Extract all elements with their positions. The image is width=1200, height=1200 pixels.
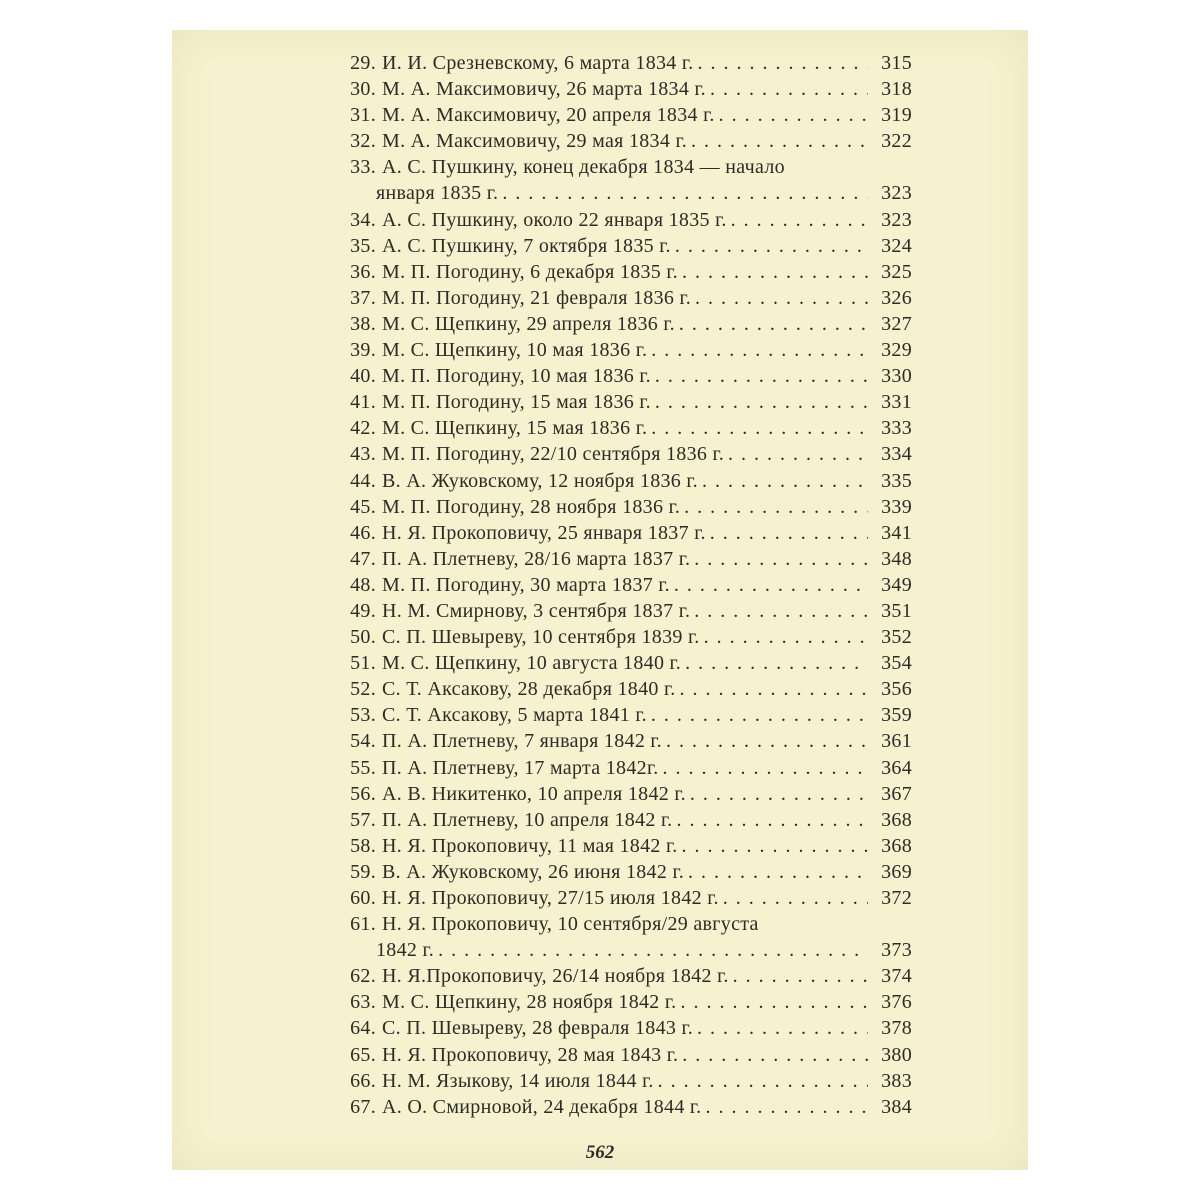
entry-page: 348 (881, 547, 912, 570)
entry-title: М. С. Щепкину, 29 апреля 1836 г. (382, 312, 675, 335)
dot-leader (655, 389, 868, 415)
entry-number: 40. (350, 365, 376, 388)
toc-entry (332, 1042, 912, 1068)
entry-page: 325 (881, 260, 912, 283)
entry-number: 44. (350, 469, 376, 492)
entry-number: 51. (350, 652, 376, 675)
dot-leader (438, 937, 868, 963)
entry-page: 339 (881, 495, 912, 518)
toc-entry (332, 807, 912, 833)
entry-page: 333 (881, 417, 912, 440)
entry-number: 29. (350, 52, 376, 74)
dot-leader (691, 128, 868, 154)
entry-title-continuation: 1842 г. (376, 939, 435, 962)
entry-page: 323 (881, 208, 912, 231)
entry-title: А. С. Пушкину, 7 октября 1835 г. (382, 234, 671, 257)
entry-page: 378 (881, 1017, 912, 1040)
toc-entry (332, 598, 912, 624)
entry-page: 331 (881, 391, 912, 414)
toc-entry (332, 285, 912, 311)
entry-page: 373 (881, 939, 912, 962)
entry-title: М. А. Максимовичу, 29 мая 1834 г. (382, 130, 687, 153)
entry-page: 369 (881, 860, 912, 883)
dot-leader (502, 180, 868, 206)
toc-entry (332, 911, 912, 937)
toc-entry (332, 650, 912, 676)
dot-leader (682, 833, 868, 859)
entry-page: 327 (881, 312, 912, 335)
entry-page: 351 (881, 599, 912, 622)
dot-leader (723, 885, 868, 911)
dot-leader (705, 1094, 868, 1120)
entry-page: 356 (881, 678, 912, 701)
entry-title: М. А. Максимовичу, 20 апреля 1834 г. (382, 104, 715, 127)
toc-entry (332, 259, 912, 285)
toc-entry (332, 128, 912, 154)
entry-number: 65. (350, 1043, 376, 1066)
dot-leader (651, 337, 868, 363)
toc-entry (332, 76, 912, 102)
entry-page: 329 (881, 339, 912, 362)
entry-number: 55. (350, 756, 376, 779)
dot-leader (694, 598, 868, 624)
entry-title: М. П. Погодину, 21 февраля 1836 г. (382, 286, 692, 309)
dot-leader (680, 989, 868, 1015)
entry-title: М. П. Погодину, 6 декабря 1835 г. (382, 260, 678, 283)
entry-number: 54. (350, 730, 376, 753)
entry-title: С. П. Шевыреву, 10 сентября 1839 г. (382, 626, 700, 649)
entry-number: 64. (350, 1017, 376, 1040)
entry-page: 319 (881, 104, 912, 127)
dot-leader (704, 624, 868, 650)
entry-number: 33. (350, 156, 376, 179)
toc-entry (332, 311, 912, 337)
toc-entry-continuation (332, 180, 912, 206)
toc-entry (332, 885, 912, 911)
entry-page: 330 (881, 365, 912, 388)
entry-number: 57. (350, 808, 376, 831)
entry-page: 372 (881, 887, 912, 909)
entry-page: 315 (881, 52, 912, 74)
dot-leader (655, 363, 868, 389)
entry-page: 383 (881, 1069, 912, 1092)
toc-entry (332, 833, 912, 859)
dot-leader (731, 207, 868, 233)
entry-number: 60. (350, 887, 376, 909)
entry-page: 359 (881, 704, 912, 727)
entry-number: 37. (350, 286, 376, 309)
entry-number: 47. (350, 547, 376, 570)
toc-entry (332, 572, 912, 598)
dot-leader (710, 76, 868, 102)
entry-number: 58. (350, 834, 376, 857)
entry-page: 361 (881, 730, 912, 753)
entry-page: 380 (881, 1043, 912, 1066)
entry-title: В. А. Жуковскому, 26 июня 1842 г. (382, 860, 684, 883)
entry-title: П. А. Плетневу, 7 января 1842 г. (382, 730, 662, 753)
dot-leader (651, 702, 868, 728)
entry-number: 41. (350, 391, 376, 414)
entry-number: 50. (350, 626, 376, 649)
toc-entry (332, 781, 912, 807)
dot-leader (690, 781, 868, 807)
entry-title: М. П. Погодину, 22/10 сентября 1836 г. (382, 443, 725, 466)
entry-title-continuation: января 1835 г. (376, 182, 499, 205)
toc-entry (332, 154, 912, 180)
toc-entry (332, 989, 912, 1015)
entry-page: 376 (881, 991, 912, 1014)
entry-page: 354 (881, 652, 912, 675)
toc-entry (332, 702, 912, 728)
entry-number: 63. (350, 991, 376, 1014)
dot-leader (733, 963, 868, 989)
entry-page: 335 (881, 469, 912, 492)
dot-leader (685, 650, 868, 676)
toc-entry (332, 207, 912, 233)
table-of-contents (332, 50, 912, 1120)
entry-title: Н. Я. Прокоповичу, 25 января 1837 г. (382, 521, 706, 544)
entry-title: М. С. Щепкину, 10 августа 1840 г. (382, 652, 682, 675)
toc-entry (332, 102, 912, 128)
toc-entry (332, 494, 912, 520)
dot-leader (682, 1042, 868, 1068)
dot-leader (710, 520, 868, 546)
entry-title: С. Т. Аксакову, 28 декабря 1840 г. (382, 678, 676, 701)
toc-entry (332, 1094, 912, 1120)
entry-number: 43. (350, 443, 376, 466)
toc-entry (332, 389, 912, 415)
dot-leader (677, 807, 869, 833)
entry-page: 367 (881, 782, 912, 805)
entry-title: А. О. Смирновой, 24 декабря 1844 г. (382, 1095, 702, 1118)
entry-number: 59. (350, 860, 376, 883)
entry-number: 52. (350, 678, 376, 701)
dot-leader (688, 859, 868, 885)
entry-number: 42. (350, 417, 376, 440)
entry-number: 48. (350, 573, 376, 596)
entry-number: 30. (350, 78, 376, 101)
entry-title: Н. М. Языкову, 14 июля 1844 г. (382, 1069, 654, 1092)
entry-title: М. П. Погодину, 10 мая 1836 г. (382, 365, 651, 388)
entry-title: М. А. Максимовичу, 26 марта 1834 г. (382, 78, 706, 101)
toc-entry-continuation (332, 937, 912, 963)
entry-title: М. П. Погодину, 30 марта 1837 г. (382, 573, 670, 596)
book-page (172, 30, 1028, 1170)
entry-title: М. С. Щепкину, 15 мая 1836 г. (382, 417, 648, 440)
toc-entry (332, 441, 912, 467)
toc-entry (332, 859, 912, 885)
entry-page: 341 (881, 521, 912, 544)
entry-number: 34. (350, 208, 376, 231)
toc-entry (332, 728, 912, 754)
page-number: 562 (585, 1142, 615, 1163)
entry-number: 46. (350, 521, 376, 544)
toc-entry (332, 520, 912, 546)
entry-page: 368 (881, 808, 912, 831)
dot-leader (702, 468, 868, 494)
dot-leader (695, 285, 868, 311)
entry-title: А. В. Никитенко, 10 апреля 1842 г. (382, 782, 686, 805)
entry-number: 49. (350, 599, 376, 622)
entry-title: М. П. Погодину, 15 мая 1836 г. (382, 391, 651, 414)
dot-leader (728, 441, 868, 467)
dot-leader (679, 311, 868, 337)
entry-title: П. А. Плетневу, 10 апреля 1842 г. (382, 808, 673, 831)
entry-page: 374 (881, 965, 912, 988)
entry-title: В. А. Жуковскому, 12 ноября 1836 г. (382, 469, 698, 492)
entry-title: А. С. Пушкину, конец декабря 1834 — начало (382, 156, 785, 179)
toc-entry (332, 624, 912, 650)
entry-number: 53. (350, 704, 376, 727)
toc-entry (332, 755, 912, 781)
toc-entry (332, 546, 912, 572)
toc-entry (332, 963, 912, 989)
entry-number: 67. (350, 1095, 376, 1118)
entry-title: С. Т. Аксакову, 5 марта 1841 г. (382, 704, 647, 727)
entry-number: 62. (350, 965, 376, 988)
dot-leader (694, 546, 868, 572)
entry-number: 32. (350, 130, 376, 153)
toc-entry (332, 50, 912, 76)
entry-title: М. С. Щепкину, 28 ноября 1842 г. (382, 991, 677, 1014)
entry-number: 45. (350, 495, 376, 518)
entry-number: 39. (350, 339, 376, 362)
entry-number: 36. (350, 260, 376, 283)
dot-leader (697, 50, 868, 76)
entry-page: 326 (881, 286, 912, 309)
toc-entry (332, 468, 912, 494)
dot-leader (663, 755, 868, 781)
toc-entry (332, 1068, 912, 1094)
entry-page: 334 (881, 443, 912, 466)
entry-title: А. С. Пушкину, около 22 января 1835 г. (382, 208, 727, 231)
entry-title: П. А. Плетневу, 17 марта 1842г. (382, 756, 659, 779)
entry-title: М. С. Щепкину, 10 мая 1836 г. (382, 339, 648, 362)
toc-entry (332, 337, 912, 363)
dot-leader (658, 1068, 868, 1094)
toc-entry (332, 363, 912, 389)
entry-page: 364 (881, 756, 912, 779)
entry-title: Н. Я. Прокоповичу, 27/15 июля 1842 г. (382, 887, 719, 909)
entry-number: 66. (350, 1069, 376, 1092)
dot-leader (651, 415, 868, 441)
toc-entry (332, 676, 912, 702)
entry-number: 38. (350, 312, 376, 335)
entry-title: П. А. Плетневу, 28/16 марта 1837 г. (382, 547, 691, 570)
dot-leader (680, 676, 868, 702)
entry-page: 368 (881, 834, 912, 857)
entry-title: И. И. Срезневскому, 6 марта 1834 г. (382, 52, 694, 74)
entry-page: 324 (881, 234, 912, 257)
entry-number: 31. (350, 104, 376, 127)
dot-leader (674, 572, 868, 598)
entry-page: 352 (881, 626, 912, 649)
entry-number: 56. (350, 782, 376, 805)
dot-leader (684, 494, 868, 520)
entry-title: Н. Я.Прокоповичу, 26/14 ноября 1842 г. (382, 965, 729, 988)
dot-leader (682, 259, 868, 285)
entry-title: Н. Я. Прокоповичу, 28 мая 1843 г. (382, 1043, 679, 1066)
dot-leader (697, 1015, 868, 1041)
entry-title: С. П. Шевыреву, 28 февраля 1843 г. (382, 1017, 694, 1040)
entry-page: 322 (881, 130, 912, 153)
entry-title: Н. Я. Прокоповичу, 11 мая 1842 г. (382, 834, 678, 857)
entry-number: 35. (350, 234, 376, 257)
dot-leader (719, 102, 868, 128)
entry-number: 61. (350, 913, 376, 936)
entry-title: М. П. Погодину, 28 ноября 1836 г. (382, 495, 681, 518)
entry-title: Н. М. Смирнову, 3 сентября 1837 г. (382, 599, 691, 622)
entry-page: 349 (881, 573, 912, 596)
entry-page: 384 (881, 1095, 912, 1118)
toc-entry (332, 415, 912, 441)
toc-entry (332, 233, 912, 259)
toc-entry (332, 1015, 912, 1041)
entry-title: Н. Я. Прокоповичу, 10 сентября/29 августа (382, 913, 759, 936)
entry-page: 318 (881, 78, 912, 101)
dot-leader (675, 233, 868, 259)
dot-leader (666, 728, 868, 754)
entry-page: 323 (881, 182, 912, 205)
